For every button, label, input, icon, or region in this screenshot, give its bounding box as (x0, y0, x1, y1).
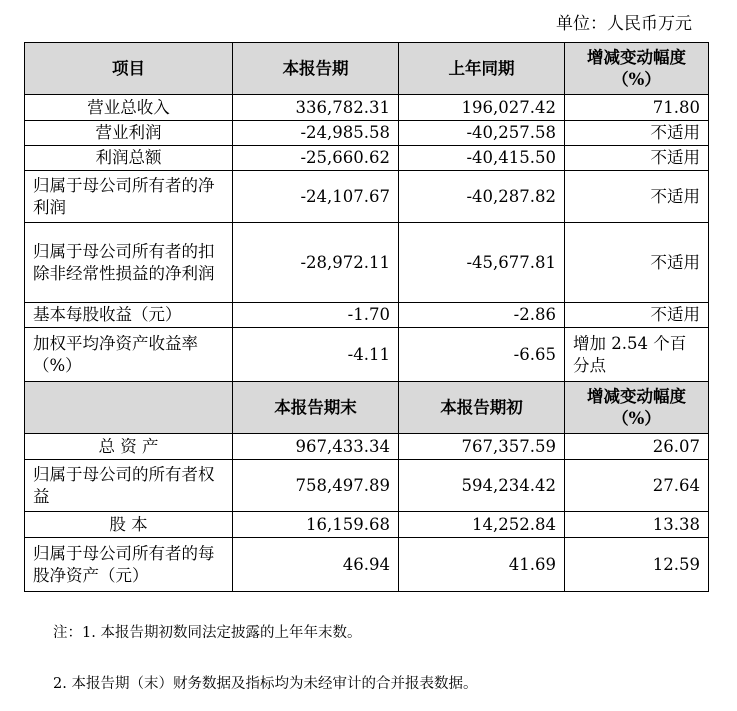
table-row (25, 171, 709, 223)
prior-value: -2.86 (399, 303, 565, 328)
current-value: -24,107.67 (233, 171, 399, 223)
change-value: 不适用 (565, 171, 709, 223)
header-item: 项目 (25, 43, 233, 95)
change-value: 26.07 (565, 434, 709, 460)
table-row (25, 538, 709, 592)
current-value: 46.94 (233, 538, 399, 592)
table-row (25, 223, 709, 303)
current-value: 16,159.68 (233, 512, 399, 538)
row-label: 营业总收入 (25, 95, 233, 121)
row-label: 营业利润 (25, 121, 233, 146)
change-value: 13.38 (565, 512, 709, 538)
header-prior-period: 上年同期 (399, 43, 565, 95)
financial-table (24, 42, 709, 592)
prior-value: -6.65 (399, 328, 565, 382)
table-row (25, 146, 709, 171)
change-value: 不适用 (565, 303, 709, 328)
current-value: 336,782.31 (233, 95, 399, 121)
table-row (25, 460, 709, 512)
row-label: 归属于母公司所有者的每股净资产（元） (25, 538, 233, 592)
change-value: 增加 2.54 个百分点 (565, 328, 709, 382)
prior-value: 196,027.42 (399, 95, 565, 121)
prior-value: -40,287.82 (399, 171, 565, 223)
current-value: -4.11 (233, 328, 399, 382)
row-label: 归属于母公司所有者的净利润 (25, 171, 233, 223)
header-period-end: 本报告期末 (233, 382, 399, 434)
header-current-period: 本报告期 (233, 43, 399, 95)
table-row (25, 328, 709, 382)
prior-value: 594,234.42 (399, 460, 565, 512)
header-change: 增减变动幅度（%） (565, 382, 709, 434)
current-value: -24,985.58 (233, 121, 399, 146)
prior-value: -45,677.81 (399, 223, 565, 303)
footnote-2: 2. 本报告期（末）财务数据及指标均为未经审计的合并报表数据。 (53, 676, 478, 692)
change-value: 不适用 (565, 146, 709, 171)
row-label: 股 本 (25, 512, 233, 538)
table-subheader-row (25, 382, 709, 434)
change-value: 不适用 (565, 121, 709, 146)
table-row (25, 512, 709, 538)
current-value: -25,660.62 (233, 146, 399, 171)
unit-label: 单位：人民币万元 (556, 14, 692, 34)
footnote-1: 注：1. 本报告期初数同法定披露的上年年末数。 (53, 625, 362, 641)
header-change: 增减变动幅度（%） (565, 43, 709, 95)
change-value: 27.64 (565, 460, 709, 512)
prior-value: 767,357.59 (399, 434, 565, 460)
current-value: -28,972.11 (233, 223, 399, 303)
table-row (25, 303, 709, 328)
change-value: 71.80 (565, 95, 709, 121)
table-row (25, 434, 709, 460)
header-blank (25, 382, 233, 434)
current-value: 758,497.89 (233, 460, 399, 512)
change-value: 12.59 (565, 538, 709, 592)
header-period-start: 本报告期初 (399, 382, 565, 434)
current-value: -1.70 (233, 303, 399, 328)
prior-value: 14,252.84 (399, 512, 565, 538)
row-label: 归属于母公司的所有者权益 (25, 460, 233, 512)
row-label: 利润总额 (25, 146, 233, 171)
prior-value: -40,415.50 (399, 146, 565, 171)
change-value: 不适用 (565, 223, 709, 303)
table-row (25, 121, 709, 146)
prior-value: -40,257.58 (399, 121, 565, 146)
row-label: 总 资 产 (25, 434, 233, 460)
table-row (25, 95, 709, 121)
row-label: 加权平均净资产收益率（%） (25, 328, 233, 382)
row-label: 基本每股收益（元） (25, 303, 233, 328)
row-label: 归属于母公司所有者的扣除非经常性损益的净利润 (25, 223, 233, 303)
current-value: 967,433.34 (233, 434, 399, 460)
table-header-row (25, 43, 709, 95)
prior-value: 41.69 (399, 538, 565, 592)
